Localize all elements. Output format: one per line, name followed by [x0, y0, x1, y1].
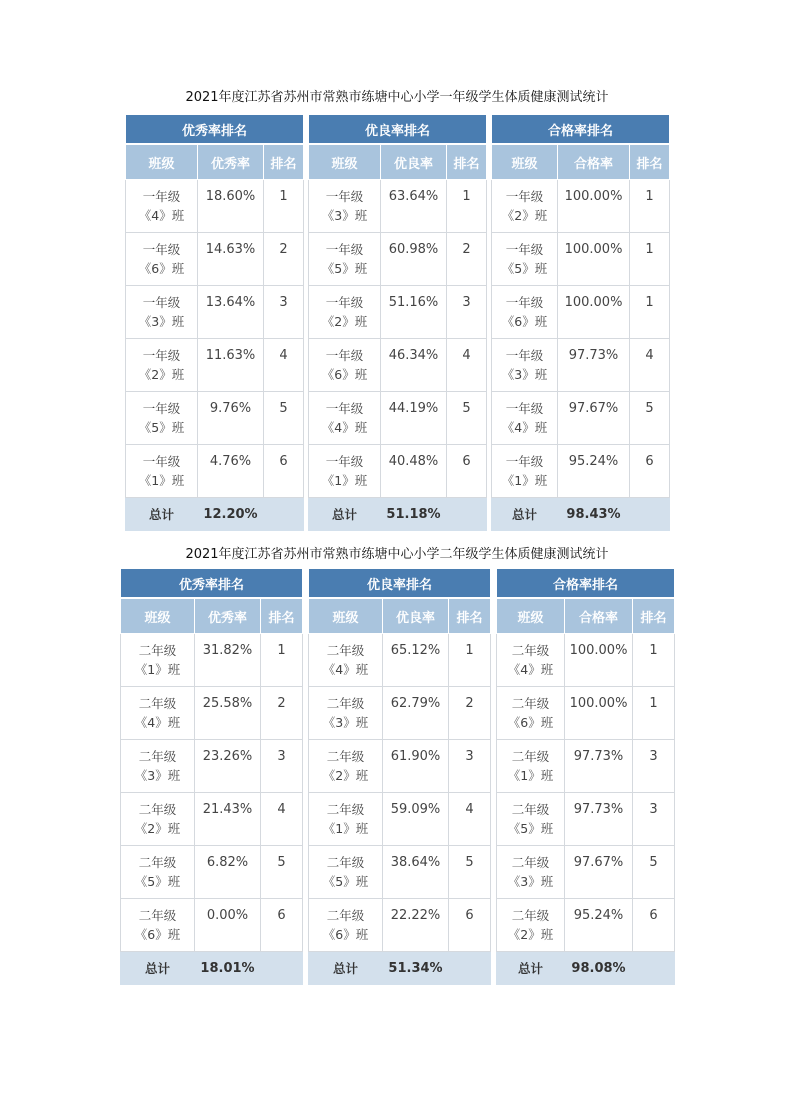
table-row: [497, 740, 675, 793]
table-heading: 合格率排名: [492, 115, 670, 145]
rank-value: 5: [449, 846, 491, 899]
rank-value: 1: [261, 634, 303, 687]
total-rank-empty: [264, 498, 304, 531]
page-title-grade1: 2021年度江苏省苏州市常熟市练塘中心小学一年级学生体质健康测试统计: [185, 90, 609, 105]
table-row: [121, 846, 303, 899]
class-label: 《1》班: [322, 821, 369, 836]
rate-value: 11.63%: [198, 339, 264, 392]
rank-value: 1: [633, 687, 675, 740]
class-cell: [309, 286, 381, 339]
table-heading: 优良率排名: [309, 115, 487, 145]
total-row: [309, 952, 491, 985]
class-label: 《6》班: [138, 261, 185, 276]
rate-value: 65.12%: [383, 634, 449, 687]
rate-value: 18.60%: [198, 180, 264, 233]
class-label: 《6》班: [134, 927, 181, 942]
total-value: 18.01%: [195, 952, 261, 985]
rate-value: 100.00%: [558, 180, 630, 233]
total-label: 总计: [309, 952, 383, 985]
ranking-table: [496, 568, 675, 985]
class-label: 《2》班: [322, 768, 369, 783]
class-label: 《4》班: [322, 662, 369, 677]
class-cell: [497, 793, 565, 846]
grade-label: 一年级: [142, 189, 181, 204]
grade-label: 一年级: [142, 454, 181, 469]
grade-label: 二年级: [138, 908, 177, 923]
class-cell: [121, 634, 195, 687]
class-label: 《1》班: [507, 768, 554, 783]
column-header-class: 班级: [497, 598, 565, 634]
rank-value: 6: [633, 899, 675, 952]
ranking-table: [308, 114, 487, 531]
page-title-grade2: 2021年度江苏省苏州市常熟市练塘中心小学二年级学生体质健康测试统计: [185, 547, 609, 562]
total-row: [126, 498, 304, 531]
grade-label: 二年级: [138, 802, 177, 817]
rank-value: 4: [449, 793, 491, 846]
grade-label: 一年级: [325, 189, 364, 204]
class-label: 《1》班: [501, 473, 548, 488]
grade-label: 一年级: [325, 295, 364, 310]
total-label: 总计: [121, 952, 195, 985]
class-cell: [492, 180, 558, 233]
table-row: [121, 793, 303, 846]
rate-value: 14.63%: [198, 233, 264, 286]
rate-value: 40.48%: [381, 445, 447, 498]
total-value: 12.20%: [198, 498, 264, 531]
class-cell: [126, 180, 198, 233]
table-heading: 优秀率排名: [126, 115, 304, 145]
grade-label: 二年级: [326, 908, 365, 923]
class-label: 《1》班: [321, 473, 368, 488]
total-row: [492, 498, 670, 531]
table-row: [309, 740, 491, 793]
class-cell: [309, 687, 383, 740]
grade-label: 二年级: [511, 855, 550, 870]
class-cell: [121, 740, 195, 793]
rate-value: 100.00%: [558, 286, 630, 339]
total-row: [121, 952, 303, 985]
class-label: 《4》班: [321, 420, 368, 435]
table-row: [309, 634, 491, 687]
total-label: 总计: [497, 952, 565, 985]
class-label: 《4》班: [134, 715, 181, 730]
table-row: [309, 233, 487, 286]
rate-value: 63.64%: [381, 180, 447, 233]
class-label: 《5》班: [321, 261, 368, 276]
table-row: [492, 180, 670, 233]
table-row: [309, 793, 491, 846]
class-cell: [126, 339, 198, 392]
ranking-table: [308, 568, 491, 985]
grade-label: 一年级: [142, 348, 181, 363]
rank-value: 5: [633, 846, 675, 899]
rank-value: 5: [447, 392, 487, 445]
rank-value: 3: [633, 740, 675, 793]
column-header-value: 合格率: [558, 144, 630, 180]
class-cell: [497, 687, 565, 740]
rate-value: 25.58%: [195, 687, 261, 740]
class-label: 《5》班: [501, 261, 548, 276]
table-row: [126, 180, 304, 233]
class-label: 《6》班: [321, 367, 368, 382]
grade-label: 一年级: [505, 242, 544, 257]
total-rank-empty: [261, 952, 303, 985]
column-header-class: 班级: [309, 144, 381, 180]
total-value: 51.18%: [381, 498, 447, 531]
grade-label: 一年级: [142, 295, 181, 310]
grade-label: 二年级: [326, 696, 365, 711]
class-cell: [121, 687, 195, 740]
rank-value: 2: [447, 233, 487, 286]
table-row: [126, 392, 304, 445]
total-label: 总计: [492, 498, 558, 531]
class-label: 《3》班: [134, 768, 181, 783]
rank-value: 1: [633, 634, 675, 687]
grade-label: 一年级: [505, 401, 544, 416]
rank-value: 4: [447, 339, 487, 392]
grade-label: 一年级: [505, 295, 544, 310]
class-label: 《6》班: [507, 715, 554, 730]
class-cell: [126, 233, 198, 286]
rate-value: 60.98%: [381, 233, 447, 286]
table-heading: 优秀率排名: [121, 569, 303, 599]
total-rank-empty: [630, 498, 670, 531]
total-label: 总计: [309, 498, 381, 531]
rate-value: 13.64%: [198, 286, 264, 339]
class-cell: [497, 846, 565, 899]
rank-value: 3: [264, 286, 304, 339]
class-cell: [309, 634, 383, 687]
grade-label: 一年级: [142, 401, 181, 416]
class-cell: [492, 286, 558, 339]
class-cell: [309, 793, 383, 846]
rank-value: 6: [449, 899, 491, 952]
grade-label: 二年级: [511, 696, 550, 711]
grade-label: 二年级: [138, 855, 177, 870]
class-cell: [126, 392, 198, 445]
class-cell: [309, 233, 381, 286]
class-cell: [492, 392, 558, 445]
class-label: 《4》班: [501, 420, 548, 435]
class-cell: [309, 899, 383, 952]
table-row: [309, 339, 487, 392]
rate-value: 23.26%: [195, 740, 261, 793]
column-header-value: 优秀率: [195, 598, 261, 634]
table-row: [121, 634, 303, 687]
grade-label: 二年级: [511, 749, 550, 764]
rank-value: 1: [630, 286, 670, 339]
grade-label: 二年级: [138, 749, 177, 764]
rate-value: 97.73%: [558, 339, 630, 392]
class-label: 《5》班: [507, 821, 554, 836]
rate-value: 97.73%: [565, 793, 633, 846]
column-header-value: 合格率: [565, 598, 633, 634]
rate-value: 0.00%: [195, 899, 261, 952]
column-header-rank: 排名: [261, 598, 303, 634]
table-row: [126, 445, 304, 498]
rate-value: 51.16%: [381, 286, 447, 339]
rate-value: 31.82%: [195, 634, 261, 687]
ranking-table: [491, 114, 670, 531]
class-cell: [121, 899, 195, 952]
class-label: 《5》班: [322, 874, 369, 889]
total-rank-empty: [449, 952, 491, 985]
table-row: [309, 286, 487, 339]
class-label: 《3》班: [138, 314, 185, 329]
rate-value: 21.43%: [195, 793, 261, 846]
class-cell: [309, 392, 381, 445]
rate-value: 100.00%: [565, 634, 633, 687]
table-row: [121, 687, 303, 740]
rank-value: 2: [261, 687, 303, 740]
class-label: 《6》班: [322, 927, 369, 942]
rate-value: 100.00%: [558, 233, 630, 286]
grade-label: 二年级: [326, 855, 365, 870]
rank-value: 3: [261, 740, 303, 793]
column-header-value: 优良率: [383, 598, 449, 634]
table-row: [126, 339, 304, 392]
rate-value: 95.24%: [565, 899, 633, 952]
rate-value: 97.67%: [558, 392, 630, 445]
table-row: [497, 846, 675, 899]
rate-value: 46.34%: [381, 339, 447, 392]
rank-value: 6: [264, 445, 304, 498]
rank-value: 3: [447, 286, 487, 339]
total-value: 98.43%: [558, 498, 630, 531]
rank-value: 2: [264, 233, 304, 286]
rank-value: 4: [630, 339, 670, 392]
rank-value: 1: [630, 180, 670, 233]
column-header-rank: 排名: [447, 144, 487, 180]
rank-value: 4: [261, 793, 303, 846]
class-label: 《2》班: [501, 208, 548, 223]
grade-label: 一年级: [505, 454, 544, 469]
ranking-table: [125, 114, 304, 531]
class-cell: [126, 286, 198, 339]
column-header-rank: 排名: [264, 144, 304, 180]
rank-value: 5: [261, 846, 303, 899]
column-header-rank: 排名: [633, 598, 675, 634]
grade-label: 二年级: [138, 696, 177, 711]
class-cell: [309, 740, 383, 793]
table-row: [126, 286, 304, 339]
table-heading: 合格率排名: [497, 569, 675, 599]
class-label: 《4》班: [138, 208, 185, 223]
class-label: 《3》班: [322, 715, 369, 730]
rate-value: 97.67%: [565, 846, 633, 899]
table-row: [309, 899, 491, 952]
table-row: [497, 793, 675, 846]
class-cell: [497, 899, 565, 952]
class-label: 《3》班: [321, 208, 368, 223]
class-cell: [126, 445, 198, 498]
class-cell: [497, 740, 565, 793]
column-header-class: 班级: [121, 598, 195, 634]
rank-value: 1: [447, 180, 487, 233]
rate-value: 44.19%: [381, 392, 447, 445]
grade-label: 二年级: [326, 802, 365, 817]
table-row: [492, 392, 670, 445]
total-row: [497, 952, 675, 985]
class-cell: [309, 445, 381, 498]
column-header-class: 班级: [492, 144, 558, 180]
class-cell: [121, 846, 195, 899]
column-header-rank: 排名: [630, 144, 670, 180]
column-header-class: 班级: [309, 598, 383, 634]
table-row: [492, 233, 670, 286]
ranking-table: [120, 568, 303, 985]
class-label: 《4》班: [507, 662, 554, 677]
class-label: 《6》班: [501, 314, 548, 329]
table-row: [309, 846, 491, 899]
class-cell: [497, 634, 565, 687]
rank-value: 1: [630, 233, 670, 286]
total-value: 98.08%: [565, 952, 633, 985]
grade-label: 二年级: [511, 908, 550, 923]
class-label: 《5》班: [138, 420, 185, 435]
grade-label: 二年级: [511, 802, 550, 817]
total-label: 总计: [126, 498, 198, 531]
grade-label: 二年级: [138, 643, 177, 658]
class-cell: [121, 793, 195, 846]
column-header-value: 优秀率: [198, 144, 264, 180]
rate-value: 97.73%: [565, 740, 633, 793]
class-cell: [492, 233, 558, 286]
table-row: [492, 445, 670, 498]
class-label: 《1》班: [134, 662, 181, 677]
table-row: [126, 233, 304, 286]
class-label: 《2》班: [321, 314, 368, 329]
rate-value: 59.09%: [383, 793, 449, 846]
class-label: 《3》班: [501, 367, 548, 382]
class-label: 《5》班: [134, 874, 181, 889]
table-row: [497, 899, 675, 952]
rate-value: 4.76%: [198, 445, 264, 498]
class-label: 《2》班: [134, 821, 181, 836]
table-row: [309, 687, 491, 740]
rank-value: 4: [264, 339, 304, 392]
class-label: 《2》班: [138, 367, 185, 382]
class-cell: [309, 339, 381, 392]
table-row: [121, 740, 303, 793]
rate-value: 38.64%: [383, 846, 449, 899]
rank-value: 2: [449, 687, 491, 740]
table-row: [121, 899, 303, 952]
grade-label: 二年级: [326, 749, 365, 764]
rank-value: 6: [447, 445, 487, 498]
grade-label: 一年级: [142, 242, 181, 257]
grade-label: 一年级: [325, 454, 364, 469]
class-cell: [492, 445, 558, 498]
grade-label: 一年级: [505, 348, 544, 363]
rank-value: 3: [449, 740, 491, 793]
rate-value: 22.22%: [383, 899, 449, 952]
class-label: 《1》班: [138, 473, 185, 488]
total-value: 51.34%: [383, 952, 449, 985]
rate-value: 62.79%: [383, 687, 449, 740]
rank-value: 1: [449, 634, 491, 687]
column-header-value: 优良率: [381, 144, 447, 180]
total-row: [309, 498, 487, 531]
rate-value: 61.90%: [383, 740, 449, 793]
grade-label: 一年级: [505, 189, 544, 204]
class-cell: [492, 339, 558, 392]
rate-value: 95.24%: [558, 445, 630, 498]
table-row: [497, 634, 675, 687]
rank-value: 6: [630, 445, 670, 498]
rate-value: 6.82%: [195, 846, 261, 899]
table-heading: 优良率排名: [309, 569, 491, 599]
class-cell: [309, 846, 383, 899]
grade-label: 一年级: [325, 348, 364, 363]
class-label: 《3》班: [507, 874, 554, 889]
grade-label: 一年级: [325, 242, 364, 257]
column-header-class: 班级: [126, 144, 198, 180]
grade-label: 一年级: [325, 401, 364, 416]
table-row: [309, 392, 487, 445]
rank-value: 1: [264, 180, 304, 233]
class-cell: [309, 180, 381, 233]
total-rank-empty: [633, 952, 675, 985]
table-row: [492, 286, 670, 339]
rank-value: 5: [264, 392, 304, 445]
table-row: [492, 339, 670, 392]
table-row: [309, 445, 487, 498]
grade-label: 二年级: [326, 643, 365, 658]
rate-value: 9.76%: [198, 392, 264, 445]
table-row: [309, 180, 487, 233]
grade-label: 二年级: [511, 643, 550, 658]
column-header-rank: 排名: [449, 598, 491, 634]
rank-value: 3: [633, 793, 675, 846]
rank-value: 6: [261, 899, 303, 952]
rank-value: 5: [630, 392, 670, 445]
table-row: [497, 687, 675, 740]
total-rank-empty: [447, 498, 487, 531]
rate-value: 100.00%: [565, 687, 633, 740]
class-label: 《2》班: [507, 927, 554, 942]
